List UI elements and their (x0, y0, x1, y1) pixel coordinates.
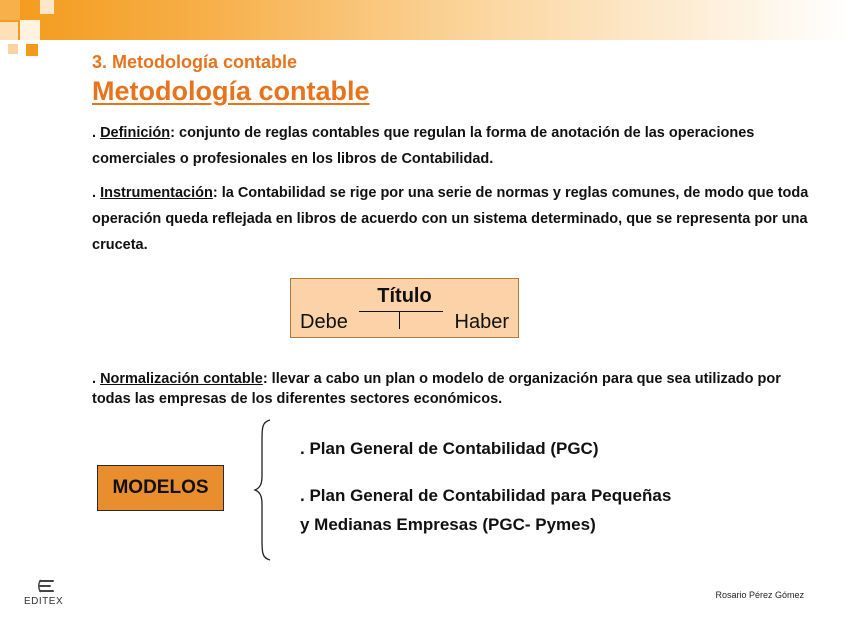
decor-square (0, 0, 20, 20)
t-account-vertical-line (399, 312, 400, 329)
instrumentation-paragraph (92, 180, 822, 258)
header-band (0, 0, 848, 40)
normalization-text: : llevar a cabo un plan o modelo de organización para que sea utilizado por todas las empresas de los diferentes sectores económicos. (92, 371, 781, 407)
definition-label: Definición (100, 125, 171, 141)
page-title: Metodología contable (92, 76, 370, 106)
t-account-title: Título (377, 285, 432, 307)
curly-brace-icon (252, 418, 274, 562)
decor-square (8, 44, 18, 54)
author-credit: Rosario Pérez Gómez (715, 590, 804, 600)
model-item-pgc: . Plan General de Contabilidad (PGC) (300, 439, 599, 458)
t-account-horizontal-line (359, 311, 443, 312)
editex-logo-icon (37, 578, 57, 594)
t-account-diagram (290, 278, 519, 338)
bullet: . (92, 125, 101, 141)
editex-logo-text: EDITEX (24, 596, 64, 607)
instrumentation-text: : la Contabilidad se rige por una serie de normas y reglas comunes, de modo que toda operación queda reflejada en libros de acuerdo con un sistema determinado, que se representa por una cruceta. (92, 185, 809, 253)
normalization-label: Normalización contable (100, 371, 263, 387)
model-item-pgc-pymes-line2: y Medianas Empresas (PGC- Pymes) (300, 515, 596, 534)
instrumentation-label: Instrumentación (100, 185, 213, 201)
model-item-pgc-pymes-line1: . Plan General de Contabilidad para Pequeñas (300, 486, 672, 505)
normalization-paragraph (92, 369, 822, 409)
definition-text: : conjunto de reglas contables que regulan la forma de anotación de las operaciones comerciales o profesionales en los libros de Contabilidad. (92, 125, 755, 167)
t-account-debit: Debe (300, 311, 348, 333)
bullet: . (92, 185, 101, 201)
decor-square (0, 22, 18, 40)
t-account-credit: Haber (454, 311, 509, 333)
editex-logo (22, 578, 72, 612)
bullet: . (92, 371, 101, 387)
section-subtitle: 3. Metodología contable (92, 52, 298, 72)
decor-square (26, 44, 38, 56)
model-item-pgc-pymes (300, 481, 671, 539)
decor-square (40, 0, 54, 14)
decor-square (20, 20, 40, 40)
models-box: MODELOS (97, 465, 224, 511)
definition-paragraph (92, 120, 822, 172)
